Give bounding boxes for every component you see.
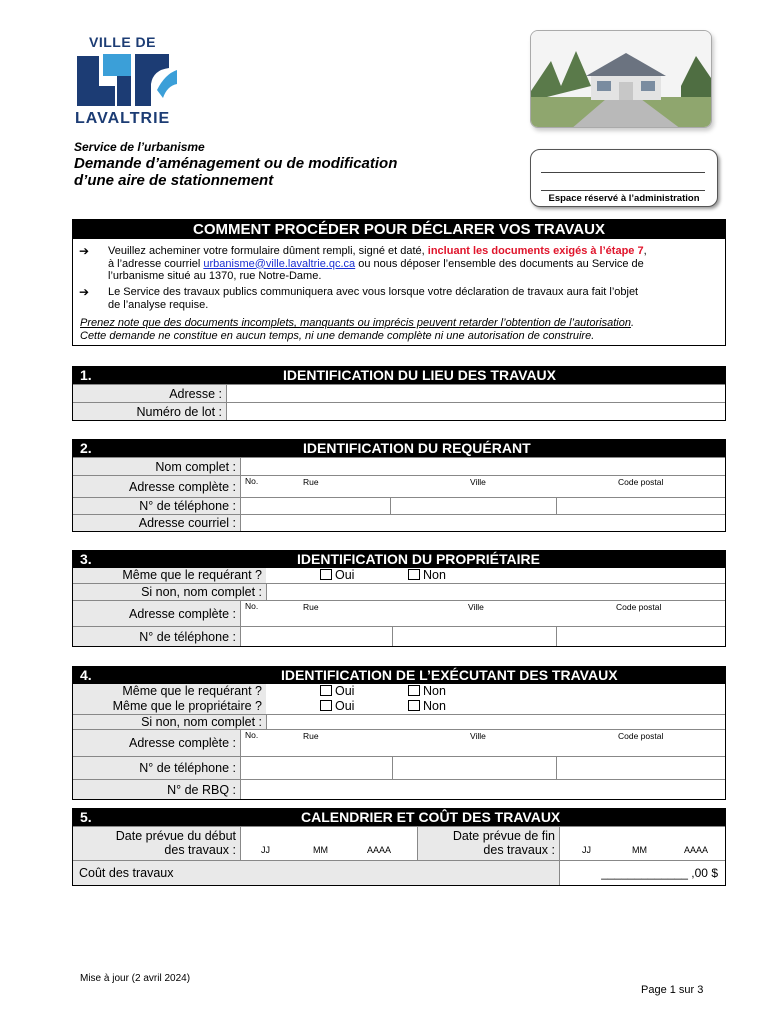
other-name-input[interactable] <box>266 584 726 600</box>
section-number: 5. <box>80 809 92 825</box>
note-period: . <box>630 317 634 329</box>
address-row <box>73 384 725 402</box>
address-row <box>73 475 725 497</box>
lot-label: Numéro de lot : <box>73 403 226 420</box>
logo-bottom-text: LAVALTRIE <box>75 110 171 127</box>
section-title: IDENTIFICATION DU LIEU DES TRAVAUX <box>283 367 556 383</box>
section-number: 4. <box>80 667 92 683</box>
city-label: Ville <box>470 477 486 487</box>
cost-input[interactable]: _____________ ,00 $ <box>559 861 726 885</box>
section-4-contractor <box>72 666 726 800</box>
option-no[interactable]: Non <box>408 568 446 582</box>
update-date: Mise à jour (2 avril 2024) <box>80 973 191 984</box>
phone-input-3[interactable] <box>556 757 726 779</box>
checkbox[interactable] <box>408 685 420 696</box>
checkbox[interactable] <box>320 569 332 580</box>
postal-code-label: Code postal <box>618 477 664 487</box>
item1-required-docs: incluant les documents exigés à l’étape 7 <box>427 245 644 257</box>
month-label: MM <box>632 845 647 855</box>
address-label: Adresse complète : <box>73 601 240 626</box>
other-name-row <box>73 583 725 600</box>
phone-input-1[interactable] <box>240 757 392 779</box>
checkbox[interactable] <box>408 569 420 580</box>
logo-mark-icon <box>73 50 183 112</box>
day-label: JJ <box>261 845 270 855</box>
address-row <box>73 729 725 756</box>
service-name: Service de l’urbanisme <box>74 140 205 154</box>
street-label: Rue <box>303 731 319 741</box>
form-title <box>74 155 494 189</box>
section-title: IDENTIFICATION DE L’EXÉCUTANT DES TRAVAUX <box>281 667 618 683</box>
same-as-applicant-row <box>73 684 725 699</box>
option-yes[interactable]: Oui <box>320 684 354 698</box>
end-date-label: Date prévue de fin des travaux : <box>417 827 559 860</box>
phone-row <box>73 626 725 646</box>
section-1-location <box>72 366 726 421</box>
address-label: Adresse complète : <box>73 730 240 756</box>
start-date-input[interactable] <box>240 827 417 860</box>
section-2-applicant <box>72 439 726 532</box>
other-name-label: Si non, nom complet : <box>73 715 266 729</box>
checkbox[interactable] <box>320 700 332 711</box>
item1-comma: , <box>643 245 647 257</box>
arrow-right-icon: ➔ <box>79 285 90 299</box>
day-label: JJ <box>582 845 591 855</box>
email-label: Adresse courriel : <box>73 515 240 531</box>
section-title: IDENTIFICATION DU PROPRIÉTAIRE <box>297 551 540 567</box>
section-number: 3. <box>80 551 92 567</box>
section-number: 2. <box>80 440 92 456</box>
address-row <box>73 600 725 626</box>
other-name-label: Si non, nom complet : <box>73 584 266 600</box>
item1-text-3: ou nous déposer l’ensemble des documents au Service de <box>355 257 644 270</box>
phone-input-1[interactable] <box>240 498 390 514</box>
admin-line <box>541 190 705 191</box>
section-title: IDENTIFICATION DU REQUÉRANT <box>303 440 531 456</box>
section-5-schedule-cost <box>72 808 726 886</box>
name-row <box>73 457 725 475</box>
phone-input-3[interactable] <box>556 627 726 646</box>
item2-text: Le Service des travaux publics communiquera avec vous lorsque votre déclaration de travaux aura fait l’objet <box>108 286 639 298</box>
same-as-owner-label: Même que le propriétaire ? <box>73 699 266 714</box>
phone-row <box>73 756 725 779</box>
admin-line <box>541 172 705 173</box>
title-line-1: Demande d’aménagement ou de modification <box>74 155 398 172</box>
phone-row <box>73 497 725 514</box>
page-number: Page 1 sur 3 <box>641 984 704 996</box>
lot-row <box>73 402 725 420</box>
name-label: Nom complet : <box>73 458 240 475</box>
street-label: Rue <box>303 602 319 612</box>
rbq-input[interactable] <box>240 780 726 799</box>
postal-code-label: Code postal <box>616 602 662 612</box>
phone-input-1[interactable] <box>240 627 392 646</box>
phone-label: N° de téléphone : <box>73 627 240 646</box>
cost-row <box>73 860 725 885</box>
name-input[interactable] <box>240 458 726 475</box>
street-label: Rue <box>303 477 319 487</box>
note-line-2: Cette demande ne constitue en aucun temps, ni une demande complète ni une autorisation de construire. <box>80 329 595 342</box>
section-1-header <box>73 367 725 384</box>
address-input[interactable] <box>240 730 726 756</box>
no-label: No. <box>245 601 259 611</box>
instructions-title: COMMENT PROCÉDER POUR DÉCLARER VOS TRAVAUX <box>73 220 725 239</box>
admin-reserved-box <box>530 149 718 207</box>
note-line-1: Prenez note que des documents incomplets, manquants ou imprécis peuvent retarder l’obtention de l’autorisation <box>80 317 631 329</box>
item1-text: Veuillez acheminer votre formulaire dûment rempli, signé et daté, <box>108 245 428 257</box>
section-title: CALENDRIER ET COÛT DES TRAVAUX <box>301 809 561 825</box>
other-name-input[interactable] <box>266 715 726 729</box>
option-yes[interactable]: Oui <box>320 568 354 582</box>
section-3-owner <box>72 550 726 647</box>
cost-label: Coût des travaux <box>73 861 559 885</box>
same-as-applicant-label: Même que le requérant ? <box>73 568 266 583</box>
house-image-icon <box>531 31 712 128</box>
same-as-applicant-label: Même que le requérant ? <box>73 684 266 699</box>
lot-input[interactable] <box>226 403 726 420</box>
dates-row <box>73 826 725 860</box>
address-label: Adresse complète : <box>73 476 240 497</box>
logo-top-text: VILLE DE <box>89 34 157 50</box>
email-row <box>73 514 725 531</box>
phone-input-3[interactable] <box>556 498 726 514</box>
email-link[interactable]: urbanisme@ville.lavaltrie.qc.ca <box>203 257 356 270</box>
item1-text-2: à l’adresse courriel <box>108 257 204 270</box>
address-input[interactable] <box>226 385 726 402</box>
option-no[interactable]: Non <box>408 699 446 713</box>
title-line-2: d’une aire de stationnement <box>74 172 274 189</box>
section-2-header <box>73 440 725 457</box>
year-label: AAAA <box>367 845 392 855</box>
same-as-owner-row <box>73 699 725 714</box>
option-yes[interactable]: Oui <box>320 699 354 713</box>
city-logo <box>73 34 183 129</box>
no-label: No. <box>245 730 259 740</box>
city-label: Ville <box>468 602 484 612</box>
arrow-right-icon: ➔ <box>79 244 90 258</box>
item2-text-2: de l’analyse requise. <box>108 298 209 311</box>
checkbox[interactable] <box>408 700 420 711</box>
city-label: Ville <box>470 731 486 741</box>
postal-code-label: Code postal <box>618 731 664 741</box>
phone-input-2[interactable] <box>390 498 556 514</box>
option-no[interactable]: Non <box>408 684 446 698</box>
no-label: No. <box>245 476 259 486</box>
phone-input-2[interactable] <box>392 757 556 779</box>
checkbox[interactable] <box>320 685 332 696</box>
rbq-row <box>73 779 725 799</box>
end-date-input[interactable] <box>559 827 726 860</box>
instructions-box <box>72 219 726 346</box>
address-input[interactable] <box>240 601 726 626</box>
item1-text-4: l’urbanisme situé au 1370, rue Notre-Dame. <box>108 270 322 282</box>
start-date-label: Date prévue du début des travaux : <box>73 827 240 860</box>
section-4-header <box>73 667 725 684</box>
same-as-applicant-row <box>73 568 725 583</box>
address-input[interactable] <box>240 476 726 497</box>
instructions-note <box>80 317 720 342</box>
admin-label: Espace réservé à l’administration <box>548 193 700 204</box>
month-label: MM <box>313 845 328 855</box>
phone-label: N° de téléphone : <box>73 498 240 514</box>
phone-label: N° de téléphone : <box>73 757 240 779</box>
house-photo <box>530 30 712 128</box>
section-3-header <box>73 551 725 568</box>
rbq-label: N° de RBQ : <box>73 780 240 799</box>
section-number: 1. <box>80 367 92 383</box>
email-input[interactable] <box>240 515 726 531</box>
other-name-row <box>73 714 725 729</box>
section-5-header <box>73 809 725 826</box>
address-label: Adresse : <box>73 385 226 402</box>
phone-input-2[interactable] <box>392 627 556 646</box>
year-label: AAAA <box>684 845 709 855</box>
